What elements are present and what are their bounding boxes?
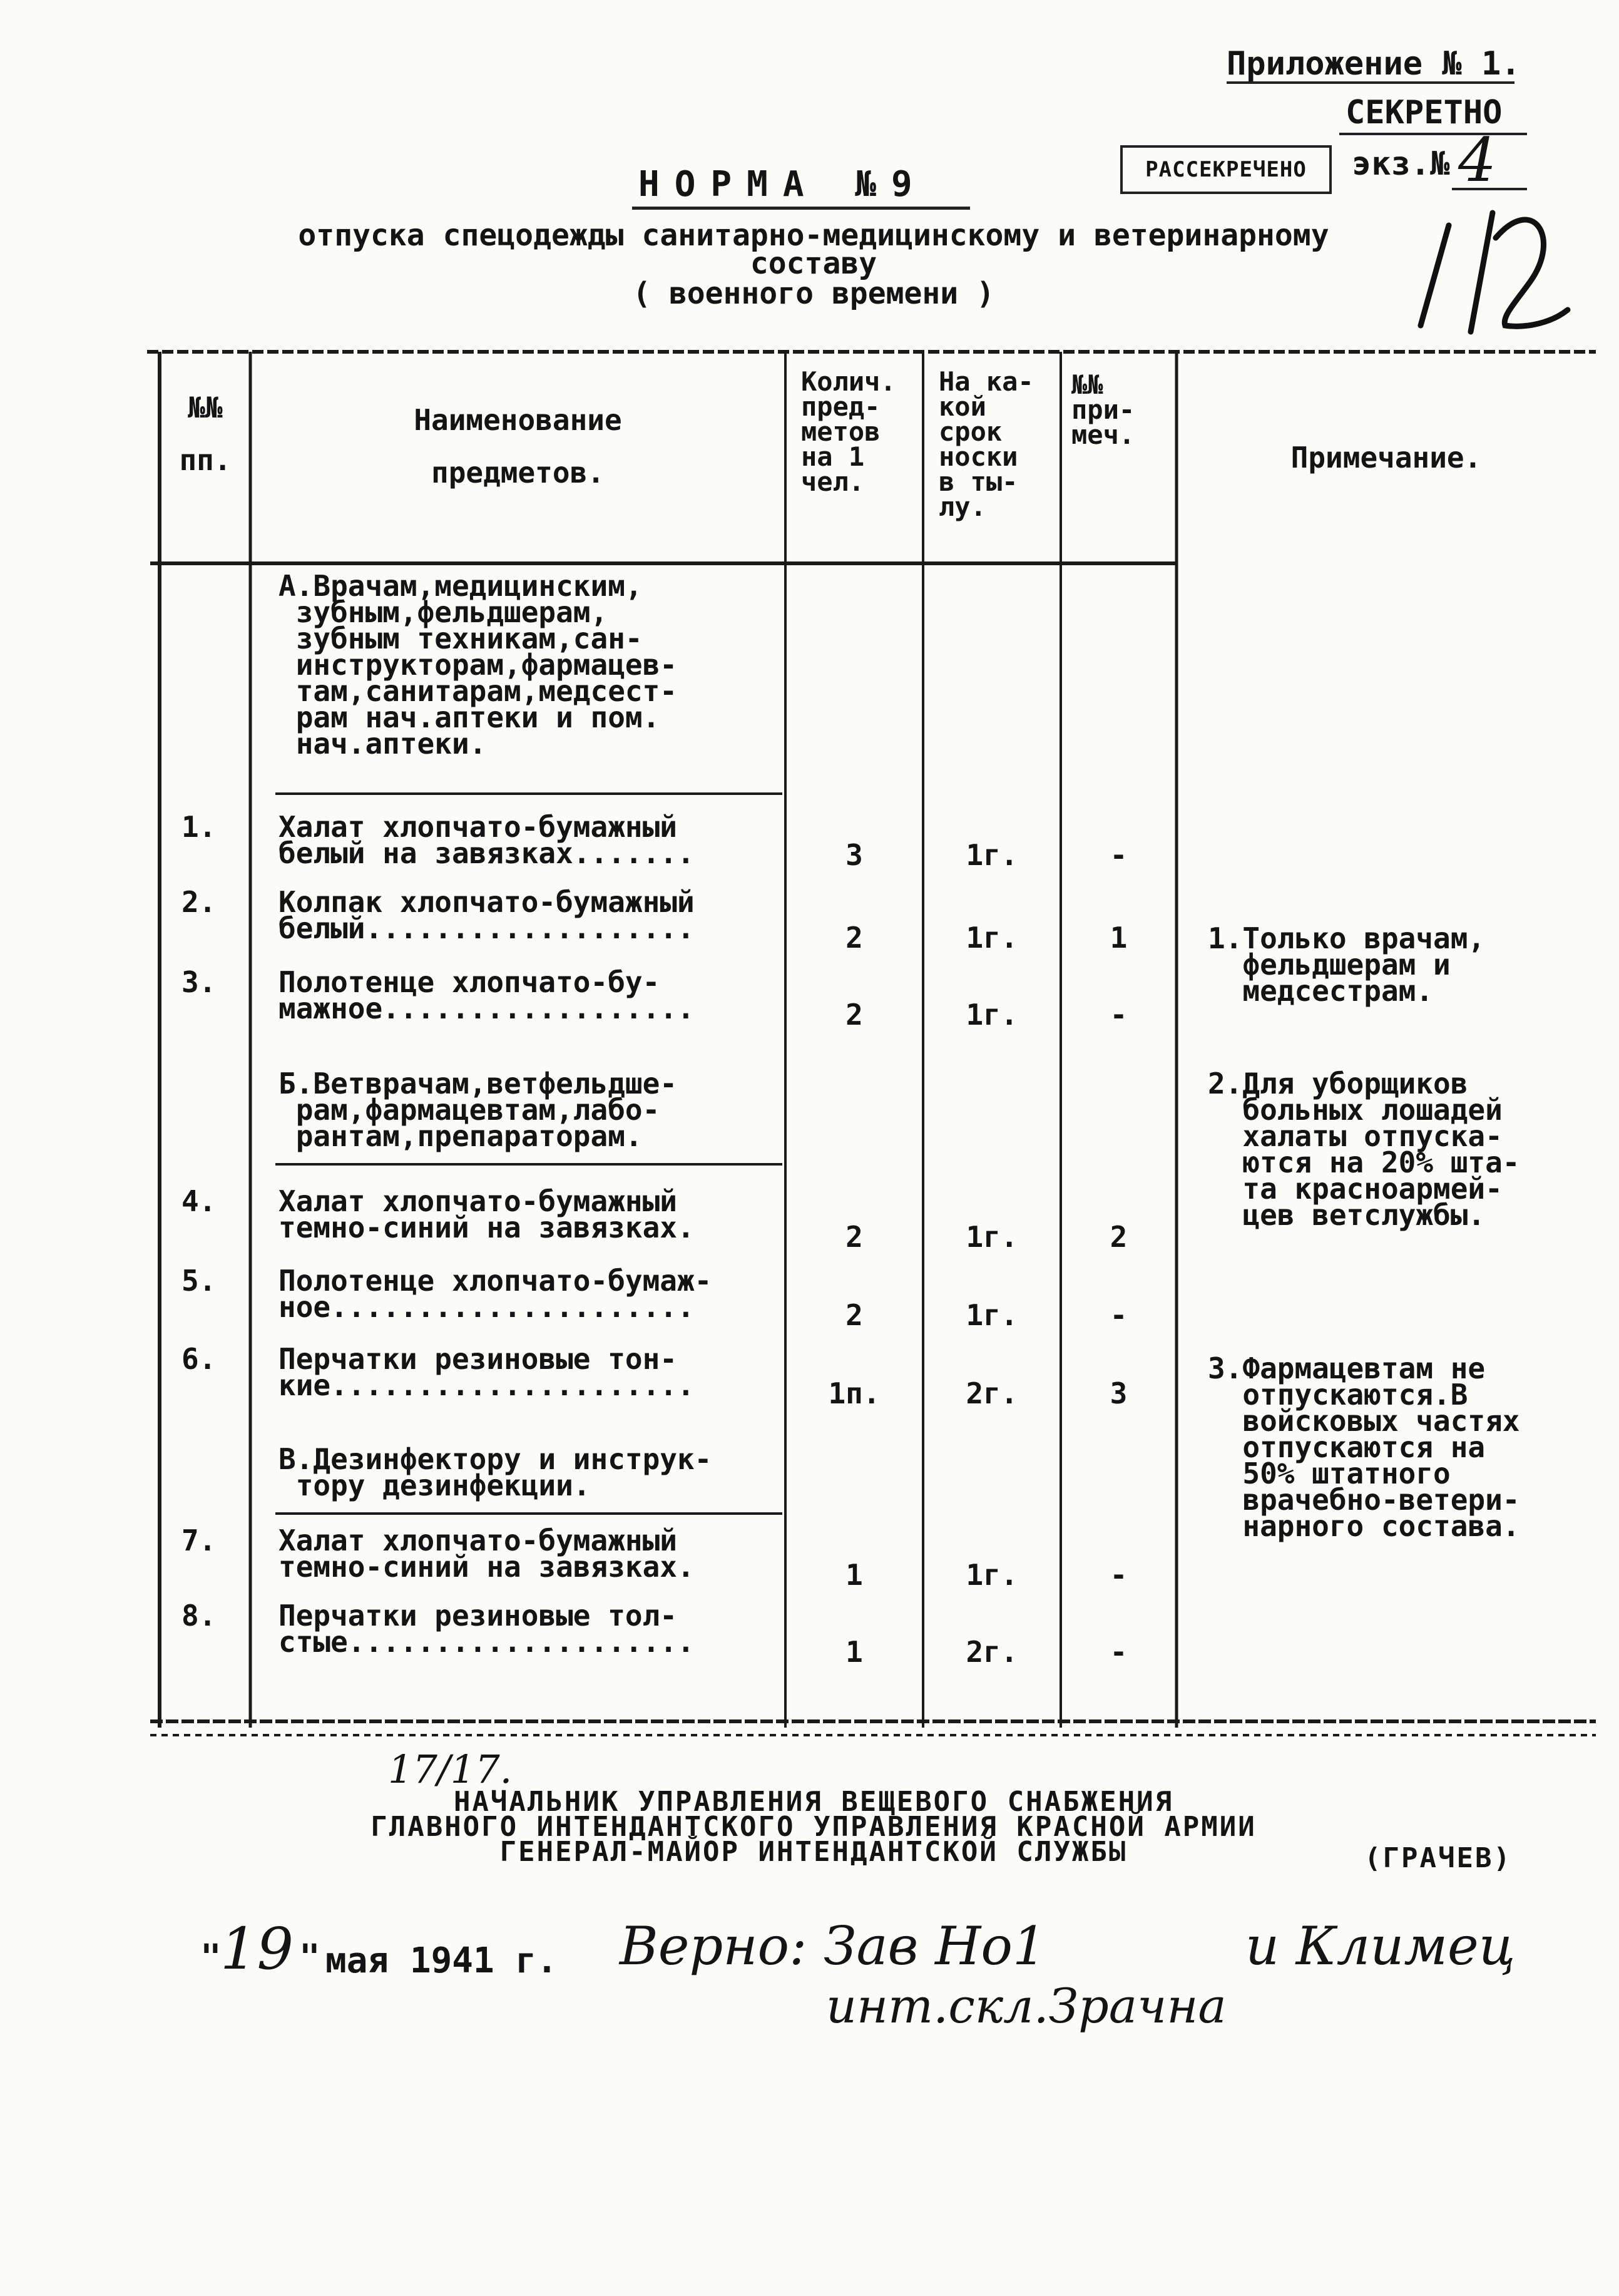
- appendix-label: Приложение № 1.: [1227, 45, 1521, 83]
- table-row-num: 3.: [181, 965, 217, 999]
- table-row-term: 1г.: [966, 838, 1018, 872]
- table-row-num: 4.: [181, 1184, 217, 1218]
- copy-number: 4: [1458, 125, 1497, 195]
- table-row-term: 1г.: [966, 1220, 1018, 1254]
- table-row-qty: 2: [845, 1220, 863, 1254]
- subtitle-line1: отпуска спецодежды санитарно-медицинскому и ветеринарному: [298, 218, 1329, 253]
- table-row-qty: 3: [845, 838, 863, 872]
- header-name: Наименование предметов.: [414, 403, 622, 489]
- table-row-qty: 1п.: [828, 1376, 881, 1410]
- signature-line1: НАЧАЛЬНИК УПРАВЛЕНИЯ ВЕЩЕВОГО СНАБЖЕНИЯ: [453, 1786, 1174, 1818]
- section-b-title: Б.Ветврачам,ветфельдше- рам,фармацевтам,лабо- рантам,препараторам.: [278, 1067, 677, 1153]
- table-row-qty: 2: [845, 1298, 863, 1332]
- table-row-ref: 3: [1110, 1376, 1128, 1410]
- subtitle-line2: составу: [750, 246, 877, 281]
- handwritten-mark: 17/17.: [388, 1746, 513, 1792]
- table-row-term: 1г.: [966, 1298, 1018, 1332]
- table-row-term: 1г.: [966, 921, 1018, 955]
- table-row-name: Полотенце хлопчато-бу- мажное..................: [278, 965, 695, 1025]
- date-open-quote: ": [200, 1937, 222, 1978]
- signature-line3: ГЕНЕРАЛ-МАЙОР ИНТЕНДАНТСКОЙ СЛУЖБЫ: [499, 1836, 1128, 1868]
- handwritten-signature: и Климец: [1245, 1915, 1516, 1977]
- table-row-qty: 1: [845, 1558, 863, 1592]
- section-c-title: В.Дезинфектору и инструк- тору дезинфекции.: [278, 1442, 712, 1502]
- table-row-num: 6.: [181, 1342, 217, 1376]
- table-row-qty: 2: [845, 921, 863, 955]
- table-row-name: Перчатки резиновые тол- стые....................: [278, 1599, 695, 1659]
- handwritten-position: инт.скл.Зрачна: [826, 1978, 1227, 2034]
- table-row-num: 1.: [181, 810, 217, 844]
- header-num: №№ пп.: [179, 391, 232, 477]
- document-title: НОРМА №9: [638, 164, 927, 205]
- table-row-ref: 2: [1110, 1220, 1128, 1254]
- table-row-name: Халат хлопчато-бумажный темно-синий на завязках.: [278, 1184, 695, 1244]
- table-row-term: 1г.: [966, 998, 1018, 1032]
- header-qty: Колич. пред- метов на 1 чел.: [801, 366, 896, 497]
- table-row-ref: -: [1110, 838, 1128, 872]
- handwritten-certification: Верно: Зав Но1: [620, 1915, 1046, 1977]
- table-row-ref: -: [1110, 998, 1128, 1032]
- table-row-name: Полотенце хлопчато-бумаж- ное.....................: [278, 1264, 712, 1324]
- table-row-ref: -: [1110, 1558, 1128, 1592]
- note-1: 1.Только врачам, фельдшерам и медсестрам.: [1208, 921, 1486, 1008]
- table-row-num: 5.: [181, 1264, 217, 1298]
- table-row-qty: 2: [845, 998, 863, 1032]
- table-row-qty: 1: [845, 1635, 863, 1669]
- note-2: 2.Для уборщиков больных лошадей халаты отпуска- ются на 20% шта- та красноармей- цев ветслужбы.: [1208, 1067, 1520, 1232]
- table-row-term: 1г.: [966, 1558, 1018, 1592]
- date-close-quote: ": [299, 1937, 320, 1978]
- date-day: 19: [220, 1915, 294, 1982]
- copy-label: экз.№: [1352, 145, 1450, 183]
- header-ref: №№ при- меч.: [1071, 369, 1135, 450]
- signature-line2: ГЛАВНОГО ИНТЕНДАНТСКОГО УПРАВЛЕНИЯ КРАСНОЙ АРМИИ: [370, 1811, 1257, 1843]
- subtitle-line3: ( военного времени ): [633, 276, 994, 311]
- date-rest: мая 1941 г.: [325, 1940, 558, 1981]
- header-notes: Примечание.: [1290, 441, 1482, 474]
- note-3: 3.Фармацевтам не отпускаются.В войсковых частях отпускаются на 50% штатного врачебно-ветери- нарного состава.: [1208, 1351, 1520, 1543]
- table-row-name: Халат хлопчато-бумажный темно-синий на завязках.: [278, 1524, 695, 1584]
- declassified-stamp: РАССЕКРЕЧЕНО: [1120, 145, 1332, 194]
- table-row-name: Халат хлопчато-бумажный белый на завязках.......: [278, 810, 695, 870]
- table-row-term: 2г.: [966, 1376, 1018, 1410]
- table-row-num: 8.: [181, 1599, 217, 1632]
- table-row-ref: -: [1110, 1298, 1128, 1332]
- table-row-term: 2г.: [966, 1635, 1018, 1669]
- table-row-ref: -: [1110, 1635, 1128, 1669]
- table-row-name: Колпак хлопчато-бумажный белый...................: [278, 885, 695, 945]
- table-row-ref: 1: [1110, 921, 1128, 955]
- section-a-title: А.Врачам,медицинским, зубным,фельдшерам, зубным техникам,сан- инструкторам,фармацев- там,санитарам,медсест- рам нач.аптеки и пом. нач.аптеки.: [278, 569, 677, 761]
- table-row-num: 7.: [181, 1524, 217, 1557]
- header-term: На ка- кой срок носки в ты- лу.: [939, 366, 1034, 522]
- secret-label: СЕКРЕТНО: [1346, 94, 1503, 131]
- table-row-name: Перчатки резиновые тон- кие.....................: [278, 1342, 695, 1402]
- table-row-num: 2.: [181, 885, 217, 919]
- signature-name: (ГРАЧЕВ): [1364, 1842, 1512, 1874]
